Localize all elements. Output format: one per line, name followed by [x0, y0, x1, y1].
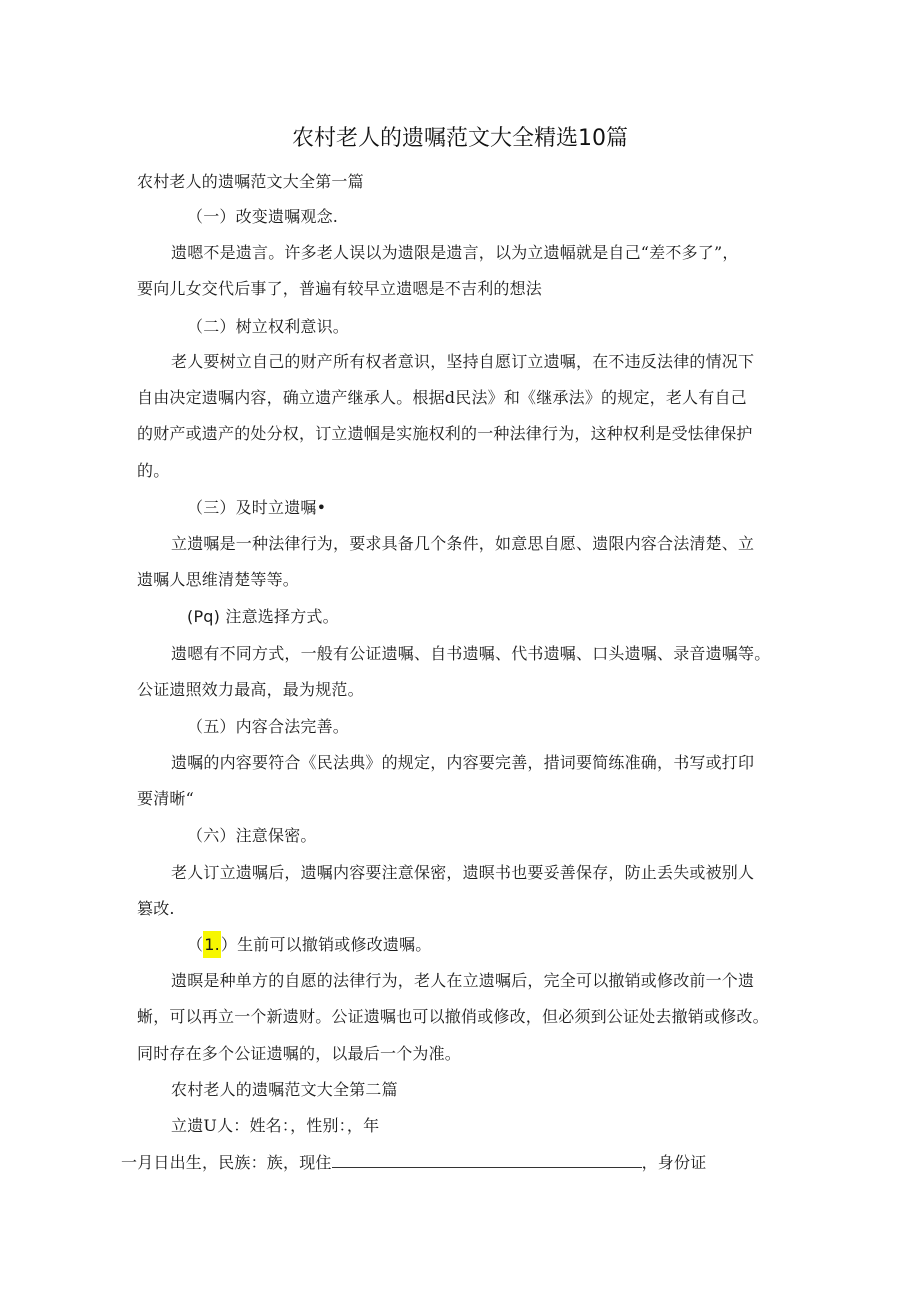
- form-line-2-text: 一月日出生，民族：族，现住: [121, 1153, 332, 1172]
- item-heading-4: [187, 606, 339, 628]
- document-title: 农村老人的遗嘱范文大全精选10篇: [292, 126, 628, 151]
- highlighted-number: 1.: [203, 931, 221, 958]
- paragraph-line: 的财产或遗产的处分权，订立遗帼是实施权利的一种法律行为，这种权利是受怯律保护: [137, 424, 753, 443]
- paragraph-line: 老人订立遗嘱后，遗嘱内容要注意保密，遗暝书也要妥善保存，防止丢失或被别人: [171, 863, 755, 882]
- paragraph-line: 遗嘱人思维清楚等等。: [137, 570, 300, 589]
- item-heading-4-number: (Pq): [187, 607, 221, 626]
- item-heading-4-text: 注意选择方式。: [225, 607, 339, 626]
- item-heading-7-text: ）生前可以撤销或修改遗嘱。: [220, 935, 432, 954]
- form-line-2-tail: ，身份证: [641, 1153, 707, 1172]
- form-line-1: 立遗U人：姓名：，性别：，年: [171, 1116, 380, 1135]
- paragraph-line: 的。: [137, 461, 170, 480]
- paragraph-line: 蜥，可以再立一个新遗财。公证遗嘱也可以撤俏或修改，但必须到公证处去撤销或修改。: [137, 1007, 769, 1026]
- item-heading-6: （六）注意保密。: [187, 826, 317, 845]
- section-heading-2: 农村老人的遗嘱范文大全第二篇: [171, 1080, 398, 1099]
- paragraph-line: 篡改.: [137, 899, 175, 918]
- paragraph-line: 要清晰“: [137, 789, 194, 808]
- paragraph-line: 遗嘱的内容要符合《民法典》的规定，内容要完善，措词要简练准确，书写或打印: [171, 753, 755, 772]
- paragraph-line: 老人要树立自己的财产所有权者意识，坚持自愿订立遗嘱，在不违反法律的情况下: [171, 352, 755, 371]
- paragraph-line: 同时存在多个公证遗嘱的，以最后一个为准。: [137, 1044, 462, 1063]
- section-heading-1: 农村老人的遗嘱范文大全第一篇: [137, 172, 364, 191]
- paragraph-line: 公证遗照效力最高，最为规范。: [137, 680, 364, 699]
- fill-in-blank: [332, 1151, 642, 1168]
- form-line-2: [121, 1151, 706, 1174]
- item-heading-5: （五）内容合法完善。: [187, 717, 350, 736]
- paragraph-line: 自由决定遗嘱内容，确立遗产继承人。根据d民法》和《继承法》的规定，老人有自己: [137, 388, 747, 407]
- item-heading-7: [187, 934, 431, 956]
- item-heading-2: （二）树立权利意识。: [187, 317, 350, 336]
- item-heading-3: （三）及时立遗嘱•: [187, 498, 327, 517]
- paragraph-line: 要向儿女交代后事了，普遍有较早立遗嗯是不吉利的想法: [137, 279, 543, 298]
- paragraph-line: 立遗嘱是一种法律行为，要求具备几个条件，如意思自愿、遗限内容合法清楚、立: [171, 534, 755, 553]
- paragraph-line: 遗嗯有不同方式，一般有公证遗嘱、自书遗嘱、代书遗嘱、口头遗嘱、录音遗嘱等。: [171, 644, 771, 663]
- paragraph-line: 遗暝是种单方的自愿的法律行为，老人在立遗嘱后，完全可以撤销或修改前一个遗: [171, 971, 755, 990]
- item-heading-7-open: （: [187, 935, 204, 954]
- item-heading-1: （一）改变遗嘱观念.: [187, 207, 339, 226]
- paragraph-line: 遗嗯不是遗言。许多老人误以为遗限是遗言，以为立遗幅就是自己“差不多了”，: [171, 243, 739, 262]
